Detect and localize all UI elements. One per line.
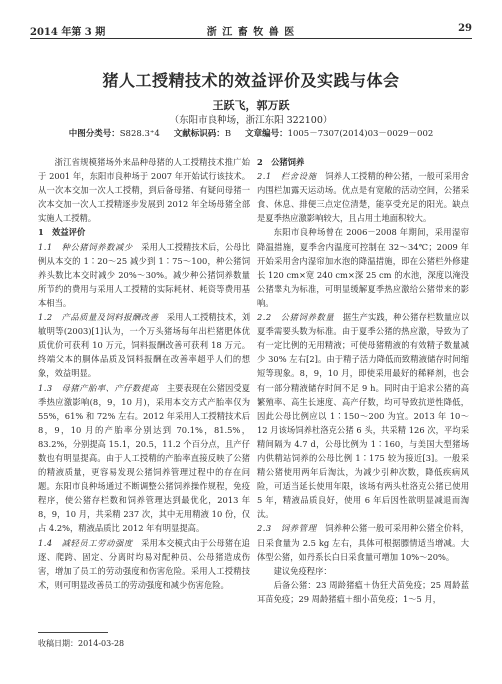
subsection-2-3 (257, 521, 469, 563)
subsection-1-4-title: 1.4 减轻员工劳动强度 (38, 537, 133, 548)
author-affiliation: （东阳市良种场，浙江东阳 322100） (169, 115, 333, 126)
right-column (257, 155, 469, 606)
article-number-value: 1005－7307(2014)03－0029－002 (287, 129, 434, 139)
subsection-2-3-text: 饲养种公猪一般可采用种公猪全价料，日采食量为 2.5 kg 左右，具体可根据膘情适当增减。大体型公猪，如丹系长白日采食量可增加 10%～20%。 (257, 523, 469, 562)
subsection-1-3 (38, 381, 250, 536)
subsection-1-4 (38, 536, 250, 592)
subsection-2-2 (257, 310, 469, 521)
issue-label: 2014 年第 3 期 (30, 27, 106, 38)
subsection-2-3-title: 2.3 饲养管理 (257, 523, 317, 534)
section-heading-2: 2 公猪饲养 (257, 157, 305, 167)
subsection-2-1 (257, 169, 469, 225)
subsection-2-1-title: 2.1 栏舍设施 (257, 171, 317, 182)
subsection-1-1-title: 1.1 种公猪饲养数减少 (38, 241, 133, 252)
subsection-1-2 (38, 310, 250, 380)
journal-name: 浙 江 畜 牧 兽 医 (206, 27, 296, 38)
section-heading-1: 1 效益评价 (38, 227, 86, 238)
subsection-2-2-text: 据生产实践，种公猪存栏数量应以夏季需要头数为标准。由于夏季公猪的热应激，导致为了有一定比例的无用精液；可使母猪精液的有效精子数量减少 30% 左右[2]。由于精子活力降低而致精液储存时间缩短等现象。8，9，10 月，即使采用最好的稀释剂，也会有一部分精液储存时间不足 9 h。同时由于追求公猪的高繁殖率、高生长速度、高产仔数，均可导致抗逆性降低，因此公母比例应以 1∶150～200 为宜。2013 年 10～12 月该场饲养杜洛克公猪 6 头，共采精 126 次，平均采精间隔为 4.7 d，公母比例为 1∶160，与美国大型猪场内供精站饲养的公母比例 1∶175 较为接近[3]。一般采精公猪使用两年后淘汰，为减少引种次数，降低疾病风险，可适当延长使用年限，该场有两头杜洛克公猪已使用 5 年，精液品质良好，使用 6 年后因性欲明显减退而淘汰。 (257, 312, 469, 520)
subsection-1-3-title: 1.3 母猪产胎率、产仔数提高 (38, 382, 159, 393)
header-divider (30, 38, 472, 39)
article-metadata (0, 127, 502, 139)
doc-code-value: B (224, 129, 232, 139)
clc-value: S828.3⁺4 (119, 129, 160, 139)
subsection-1-1-text: 采用人工授精技术后，公母比例从本交的 1∶20～25 减少到 1∶75～100，种公猪饲养头数比本交时减少 20%～30%。减少种公猪饲养数量所节约的费用与采用人工授精的实际耗材、耗资等费用基本相当。 (38, 241, 250, 308)
received-date-footnote: 收稿日期：2014-03-28 (38, 639, 125, 648)
footnote-divider (38, 632, 108, 633)
page-number: 29 (458, 23, 472, 34)
subsection-1-2-title: 1.2 产品质量及饲料报酬改善 (38, 312, 159, 323)
article-authors: 王跃飞，郭万跃 (212, 99, 290, 112)
subsection-2-1-paragraph-2: 东阳市良种场曾在 2006－2008 年期间，采用湿帘降温措施，夏季舍内温度可控制在 32～34℃；2009 年开始采用舍内湿帘加水泡的降温措施，即在公猪栏外修建长 120 cm×宽 240 cm×深 25 cm 的水池，深度以淹没公猪睾丸为标准，可明显缓解夏季热应激给公猪带来的影响。 (257, 227, 469, 308)
clc-label: 中图分类号： (68, 129, 120, 139)
left-column (38, 155, 250, 592)
immunization-schedule: 后备公猪：23 周龄猪瘟＋伪狂犬苗免疫；25 周龄蓝耳苗免疫；29 周龄猪瘟＋细小苗免疫；1～5 月， (257, 579, 469, 604)
doc-code-label: 文献标识码： (173, 129, 225, 139)
subsection-2-2-title: 2.2 公猪饲养数量 (257, 312, 335, 323)
article-number-label: 文章编号： (245, 129, 288, 139)
intro-paragraph: 浙江省规模猪场外来品种母猪的人工授精技术推广始于 2001 年，东阳市良种场于 2007 年开始试行该技术。从一次本交加一次人工授精，到后备母猪、有疑问母猪一次本交加一次人工授精逐步发展到 2012 年全场母猪全部实施人工授精。 (38, 157, 250, 224)
subsection-2-1-text: 饲养人工授精的种公猪，一般可采用舍内围栏加露天运动场。优点是有宽敞的活动空间，公猪采食、休息、排便三点定位清楚，能享受充足的阳光。缺点是夏季热应激影响较大，且占用土地面积较大。 (257, 171, 469, 224)
immunization-heading: 建议免疫程序： (273, 565, 332, 576)
subsection-1-1 (38, 240, 250, 310)
subsection-1-2-text: 采用人工授精技术，刘敏明等(2003)[1]认为，一个万头猪场每年出栏猪肥体优质优价可获利 10 万元，饲料报酬改善可获利 18 万元。终端父本的胴体品质及饲料报酬在改善率超乎人们的想象，效益明显。 (38, 312, 250, 379)
running-header (0, 0, 502, 48)
article-title: 猪人工授精技术的效益评价及实践与体会 (102, 71, 400, 90)
subsection-1-4-text: 采用本交模式由于公母猪在追逐、爬跨、固定、分离时均易对配种员、公母猪造成伤害，增加了员工的劳动强度和伤害危险。采用人工授精技术，则可明显改善员工的劳动强度和减少伤害危险。 (38, 537, 250, 590)
subsection-1-3-text: 主要表现在公猪因受夏季热应激影响(8，9，10 月)，采用本交方式产胎率仅为 55%，61% 和 72% 左右。2012 年采用人工授精技术后 8，9，10 月的产胎率分别达到 70.1%，81.5%，83.2%，分别提高 15.1，20.5，11.2 个百分点，且产仔数也有明显提高。由于人工授精的产胎率直接反映了公猪的精液质量，更容易发现公猪饲养管理过程中的存在问题。东阳市良种场通过不断调整公猪饲养操作规程，免疫程序，使公猪存栏数和饲养管理达到最优化，2013 年 8，9，10 月，共采精 237 次，其中无用精液 10 份，仅占 4.2%，精液品质比 2012 年有明显提高。 (38, 382, 250, 534)
